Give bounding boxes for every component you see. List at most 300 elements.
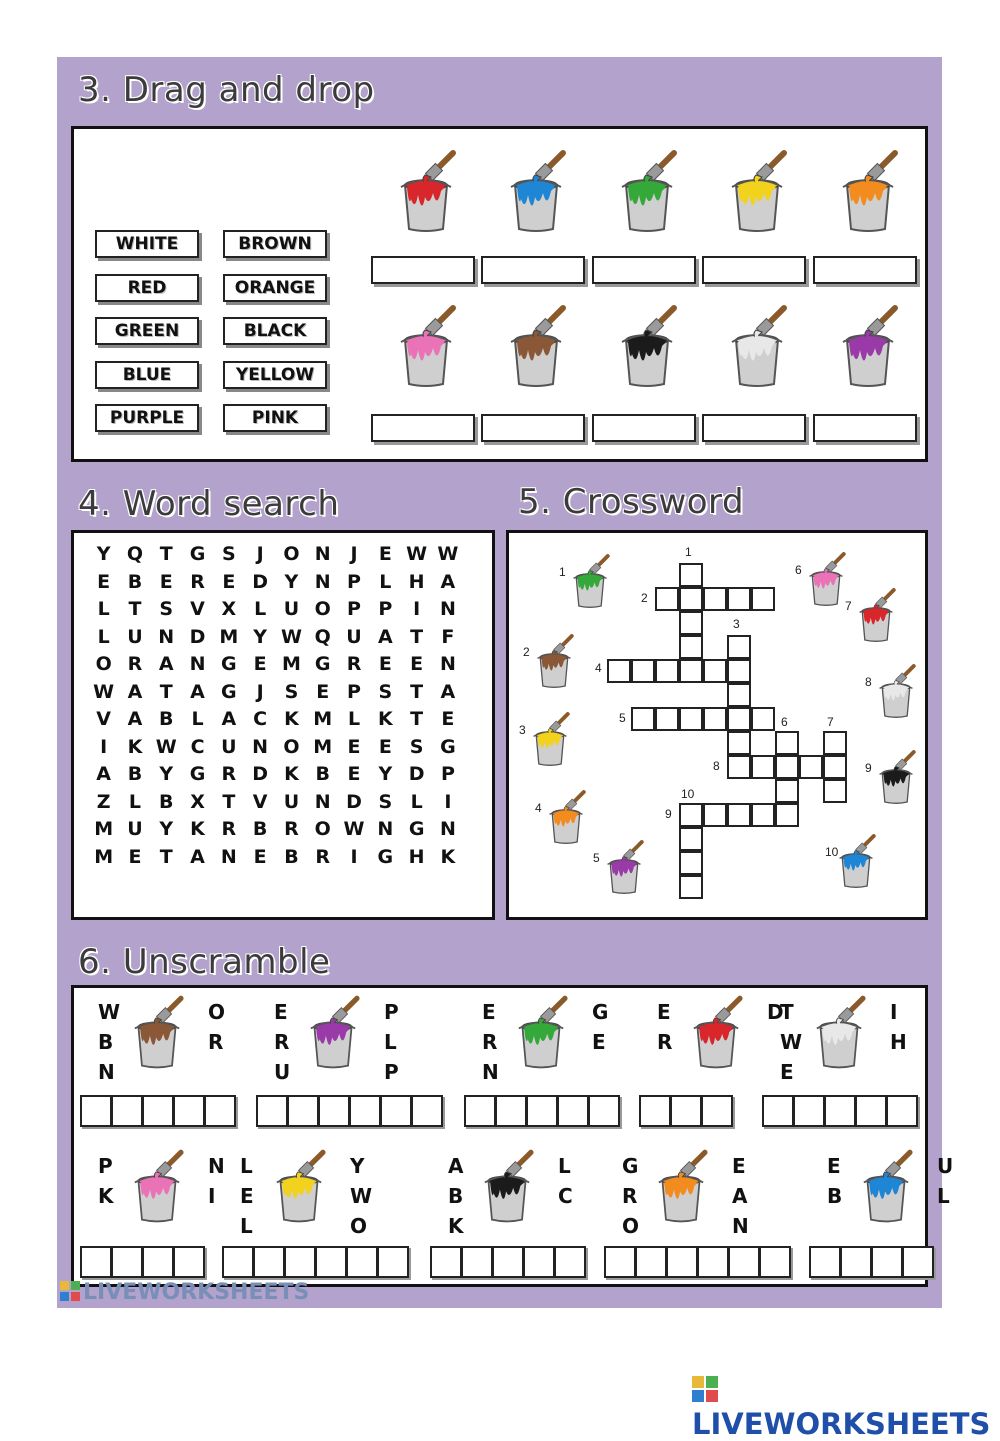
word-search-letter[interactable]: E (347, 735, 361, 758)
drop-target-box[interactable] (813, 256, 917, 284)
answer-letter-box[interactable] (523, 1246, 555, 1278)
word-search-letter[interactable]: M (313, 708, 333, 730)
crossword-cell[interactable] (679, 707, 703, 731)
word-search-letter[interactable]: T (159, 543, 173, 565)
word-search-letter[interactable]: A (127, 708, 143, 730)
crossword-cell[interactable] (775, 803, 799, 827)
word-search-letter[interactable]: T (159, 680, 173, 703)
word-search-letter[interactable]: U (221, 735, 237, 758)
answer-letter-box[interactable] (411, 1095, 443, 1127)
word-search-letter[interactable]: U (127, 818, 143, 840)
answer-letter-box[interactable] (173, 1246, 205, 1278)
word-search-letter[interactable]: N (189, 653, 206, 675)
word-search-letter[interactable]: P (347, 598, 361, 620)
clue-paint-bucket-icon (833, 833, 879, 889)
word-search-letter[interactable]: R (190, 570, 205, 593)
crossword-cell[interactable] (631, 659, 655, 683)
word-search-letter[interactable]: W (437, 543, 459, 565)
crossword-title: 5. Crossword (518, 482, 745, 522)
word-search-letter[interactable]: W (406, 543, 428, 565)
word-search-letter[interactable]: A (190, 680, 205, 703)
word-search-letter[interactable]: L (254, 598, 267, 620)
word-search-letter[interactable]: X (190, 790, 205, 813)
word-search-letter[interactable]: R (221, 818, 237, 840)
crossword-cell[interactable] (631, 707, 655, 731)
word-search-letter[interactable]: A (440, 570, 456, 593)
word-search-row (88, 543, 464, 565)
crossword-cell[interactable] (775, 731, 799, 755)
word-search-letter[interactable]: G (440, 735, 456, 758)
word-search-letter[interactable]: M (219, 625, 239, 648)
word-search-letter[interactable]: Y (159, 818, 174, 840)
word-search-letter[interactable]: T (410, 680, 424, 703)
crossword-cell[interactable] (751, 803, 775, 827)
unscramble-title: 6. Unscramble (78, 942, 331, 982)
word-search-letter[interactable]: I (100, 735, 108, 758)
word-search-letter[interactable]: R (284, 818, 299, 840)
word-search-letter[interactable]: D (408, 763, 425, 785)
answer-letter-box[interactable] (204, 1095, 236, 1127)
word-search-letter[interactable]: N (439, 653, 456, 675)
drop-target-box[interactable] (481, 256, 585, 284)
answer-letter-box[interactable] (639, 1095, 671, 1127)
word-search-letter[interactable]: M (313, 735, 333, 758)
word-search-letter[interactable]: A (158, 653, 174, 675)
word-search-letter[interactable]: P (378, 598, 393, 620)
answer-letter-box[interactable] (604, 1246, 636, 1278)
answer-letter-box[interactable] (287, 1095, 319, 1127)
word-search-letter[interactable]: I (444, 790, 452, 813)
word-search-letter[interactable]: S (378, 680, 393, 703)
word-search-letter[interactable]: N (220, 845, 237, 868)
crossword-cell[interactable] (679, 803, 703, 827)
crossword-cell[interactable] (679, 563, 703, 587)
drag-drop-title: 3. Drag and drop (78, 70, 375, 110)
crossword-cell[interactable] (751, 707, 775, 731)
crossword-number: 6 (781, 715, 788, 729)
word-search-letter[interactable]: E (378, 653, 392, 675)
clue-paint-bucket-icon (853, 587, 899, 643)
word-search-letter[interactable]: V (96, 708, 111, 730)
scrambled-letter: E (274, 1000, 288, 1024)
crossword-cell[interactable] (727, 707, 751, 731)
crossword-number: 3 (733, 617, 740, 631)
answer-letter-box[interactable] (701, 1095, 733, 1127)
word-search-letter[interactable]: I (413, 598, 421, 620)
word-search-letter[interactable]: P (440, 763, 455, 785)
word-search-letter[interactable]: A (440, 680, 456, 703)
crossword-cell[interactable] (679, 587, 703, 611)
crossword-panel (506, 530, 928, 920)
word-search-letter[interactable]: M (94, 845, 114, 868)
word-search-letter[interactable]: A (127, 680, 143, 703)
word-search-letter[interactable]: N (314, 570, 331, 593)
paint-bucket-icon (126, 994, 188, 1070)
clue-paint-bucket-icon (527, 711, 573, 767)
answer-letter-box[interactable] (902, 1246, 934, 1278)
word-search-letter[interactable]: G (221, 680, 237, 703)
word-tile[interactable]: YELLOW (223, 361, 327, 389)
crossword-cell[interactable] (703, 659, 727, 683)
scrambled-letter: N (482, 1060, 499, 1084)
clue-number: 7 (845, 599, 852, 613)
word-search-letter[interactable]: K (284, 708, 299, 730)
crossword-cell[interactable] (727, 587, 751, 611)
word-search-letter[interactable]: O (283, 543, 300, 565)
answer-letter-box[interactable] (318, 1095, 350, 1127)
answer-letter-box[interactable] (759, 1246, 791, 1278)
word-search-letter[interactable]: Y (159, 763, 174, 785)
word-search-letter[interactable]: S (378, 790, 393, 813)
word-search-letter[interactable]: E (253, 653, 267, 675)
word-search-letter[interactable]: E (378, 543, 392, 565)
answer-letter-box[interactable] (809, 1246, 841, 1278)
crossword-cell[interactable] (727, 683, 751, 707)
answer-letter-box[interactable] (855, 1095, 887, 1127)
word-search-letter[interactable]: N (314, 543, 331, 565)
word-search-letter[interactable]: W (343, 818, 365, 840)
answer-letter-box[interactable] (142, 1095, 174, 1127)
crossword-cell[interactable] (679, 659, 703, 683)
word-search-letter[interactable]: K (190, 818, 205, 840)
word-search-letter[interactable]: O (314, 818, 331, 840)
word-search-letter[interactable]: N (439, 598, 456, 620)
word-search-row (88, 598, 464, 620)
word-search-letter[interactable]: Z (96, 790, 111, 813)
word-search-letter[interactable]: M (94, 818, 114, 840)
word-search-letter[interactable]: X (221, 598, 237, 620)
clue-paint-bucket-icon (531, 633, 577, 689)
word-search-letter[interactable]: C (190, 735, 205, 758)
answer-letter-box[interactable] (886, 1095, 918, 1127)
word-search-letter[interactable]: B (252, 818, 268, 840)
crossword-cell[interactable] (703, 803, 727, 827)
word-search-letter[interactable]: G (408, 818, 425, 840)
crossword-cell[interactable] (751, 755, 775, 779)
answer-letter-box[interactable] (840, 1246, 872, 1278)
scrambled-letter: K (448, 1214, 464, 1238)
answer-letter-box[interactable] (793, 1095, 825, 1127)
answer-letter-box[interactable] (871, 1246, 903, 1278)
crossword-cell[interactable] (727, 803, 751, 827)
word-search-letter[interactable]: C (253, 708, 268, 730)
word-search-letter[interactable]: E (97, 570, 111, 593)
word-search-letter[interactable]: A (96, 763, 111, 785)
drop-target-box[interactable] (702, 414, 806, 442)
crossword-cell[interactable] (727, 635, 751, 659)
answer-letter-box[interactable] (762, 1095, 794, 1127)
word-search-letter[interactable]: Y (96, 543, 111, 565)
word-search-letter[interactable]: B (284, 845, 299, 868)
answer-letter-box[interactable] (430, 1246, 462, 1278)
word-search-letter[interactable]: K (377, 708, 393, 730)
word-search-letter[interactable]: L (410, 790, 423, 813)
word-search-letter[interactable]: T (159, 845, 173, 868)
scrambled-letter: A (732, 1184, 748, 1208)
crossword-cell[interactable] (679, 827, 703, 851)
word-search-letter[interactable]: B (127, 570, 143, 593)
scrambled-letter: H (890, 1030, 907, 1054)
word-search-letter[interactable]: U (283, 598, 300, 620)
scrambled-letter: N (208, 1154, 225, 1178)
word-search-letter[interactable]: T (410, 625, 424, 648)
word-search-letter[interactable]: E (316, 680, 330, 703)
answer-letter-box[interactable] (666, 1246, 698, 1278)
crossword-cell[interactable] (823, 731, 847, 755)
word-search-letter[interactable]: W (155, 735, 177, 758)
word-search-letter[interactable]: Q (126, 543, 144, 565)
word-search-row (88, 653, 464, 675)
word-search-letter[interactable]: E (441, 708, 455, 730)
word-search-letter[interactable]: W (93, 680, 115, 703)
paint-bucket-icon (685, 994, 747, 1070)
drop-target-box[interactable] (592, 414, 696, 442)
answer-letter-box[interactable] (728, 1246, 760, 1278)
crossword-number: 1 (685, 545, 692, 559)
word-search-letter[interactable]: E (128, 845, 142, 868)
word-search-letter[interactable]: S (159, 598, 174, 620)
word-search-letter[interactable]: A (377, 625, 393, 648)
word-search-letter[interactable]: Y (284, 570, 299, 593)
scrambled-letter: I (208, 1184, 216, 1208)
word-search-letter[interactable]: D (252, 570, 269, 593)
drop-target-box[interactable] (481, 414, 585, 442)
word-search-letter[interactable]: P (347, 570, 361, 593)
crossword-cell[interactable] (823, 755, 847, 779)
word-search-letter[interactable]: U (283, 790, 300, 813)
crossword-cell[interactable] (727, 659, 751, 683)
word-search-letter[interactable]: J (256, 543, 264, 565)
crossword-cell[interactable] (703, 587, 727, 611)
drop-target-box[interactable] (371, 414, 475, 442)
word-search-letter[interactable]: N (252, 735, 269, 758)
word-search-letter[interactable]: E (159, 570, 173, 593)
answer-letter-box[interactable] (80, 1095, 112, 1127)
footer-brand-logo[interactable] (692, 1373, 1000, 1441)
word-search-letter[interactable]: E (347, 763, 361, 785)
drop-target-box[interactable] (371, 256, 475, 284)
word-search-letter[interactable]: K (127, 735, 143, 758)
drop-target-box[interactable] (813, 414, 917, 442)
word-search-letter[interactable]: V (252, 790, 268, 813)
word-search-letter[interactable]: T (410, 708, 424, 730)
crossword-cell[interactable] (727, 731, 751, 755)
word-search-title: 4. Word search (78, 484, 340, 524)
answer-letter-box[interactable] (256, 1095, 288, 1127)
word-search-letter[interactable]: N (314, 790, 331, 813)
crossword-cell[interactable] (751, 587, 775, 611)
word-search-row (88, 708, 464, 730)
watermark-logo (60, 1280, 309, 1305)
scrambled-letter: W (350, 1184, 373, 1208)
word-search-letter[interactable]: F (441, 625, 455, 648)
word-search-letter[interactable]: T (128, 598, 142, 620)
word-search-letter[interactable]: R (346, 653, 362, 675)
scrambled-letter: N (732, 1214, 749, 1238)
word-search-letter[interactable]: N (439, 818, 456, 840)
word-search-letter[interactable]: Y (378, 763, 393, 785)
word-search-letter[interactable]: D (346, 790, 362, 813)
answer-letter-box[interactable] (697, 1246, 729, 1278)
word-search-letter[interactable]: B (315, 763, 330, 785)
word-search-letter[interactable]: B (159, 790, 174, 813)
answer-letter-box[interactable] (526, 1095, 558, 1127)
word-search-letter[interactable]: J (256, 680, 264, 703)
word-search-letter[interactable]: G (314, 653, 331, 675)
word-tile[interactable]: RED (95, 274, 199, 302)
word-tile[interactable]: GREEN (95, 317, 199, 345)
word-search-letter[interactable]: R (127, 653, 143, 675)
crossword-cell[interactable] (823, 779, 847, 803)
answer-letter-box[interactable] (346, 1246, 378, 1278)
word-search-letter[interactable]: E (410, 653, 424, 675)
word-search-letter[interactable]: A (190, 845, 205, 868)
word-search-letter[interactable]: V (190, 598, 205, 620)
word-search-letter[interactable]: R (315, 845, 331, 868)
crossword-cell[interactable] (655, 659, 679, 683)
word-tile[interactable]: PURPLE (95, 404, 199, 432)
word-search-letter[interactable]: B (159, 708, 174, 730)
answer-letter-box[interactable] (315, 1246, 347, 1278)
crossword-cell[interactable] (607, 659, 631, 683)
word-search-letter[interactable]: S (284, 680, 299, 703)
word-search-letter[interactable]: U (346, 625, 362, 648)
crossword-cell[interactable] (727, 755, 751, 779)
word-search-letter[interactable]: L (128, 790, 141, 813)
word-tile[interactable]: WHITE (95, 230, 199, 258)
crossword-cell[interactable] (655, 707, 679, 731)
answer-letter-box[interactable] (80, 1246, 112, 1278)
answer-letter-box[interactable] (588, 1095, 620, 1127)
word-search-letter[interactable]: L (191, 708, 204, 730)
word-search-letter[interactable]: G (377, 845, 394, 868)
crossword-cell[interactable] (679, 635, 703, 659)
drop-target-box[interactable] (702, 256, 806, 284)
word-search-letter[interactable]: M (281, 653, 301, 675)
scrambled-letter: R (657, 1030, 673, 1054)
crossword-cell[interactable] (703, 707, 727, 731)
word-search-letter[interactable]: E (253, 845, 267, 868)
answer-letter-box[interactable] (173, 1095, 205, 1127)
word-search-letter[interactable]: I (350, 845, 358, 868)
paint-bucket-icon (126, 1148, 188, 1224)
answer-letter-box[interactable] (554, 1246, 586, 1278)
answer-letter-box[interactable] (349, 1095, 381, 1127)
word-search-letter[interactable]: N (158, 625, 175, 648)
scrambled-letter: R (274, 1030, 290, 1054)
word-search-letter[interactable]: W (280, 625, 302, 648)
answer-letter-box[interactable] (557, 1095, 589, 1127)
word-search-letter[interactable]: E (378, 735, 392, 758)
word-search-letter[interactable]: R (221, 763, 237, 785)
scrambled-letter: L (240, 1214, 253, 1238)
word-search-letter[interactable]: G (189, 763, 206, 785)
answer-letter-box[interactable] (824, 1095, 856, 1127)
word-tile[interactable]: BROWN (223, 230, 327, 258)
scrambled-letter: E (240, 1184, 254, 1208)
answer-letter-box[interactable] (142, 1246, 174, 1278)
word-tile[interactable]: ORANGE (223, 274, 327, 302)
scrambled-letter: P (384, 1000, 399, 1024)
word-search-letter[interactable]: G (221, 653, 237, 675)
paint-bucket-icon (833, 149, 903, 233)
answer-letter-box[interactable] (635, 1246, 667, 1278)
word-search-letter[interactable]: G (189, 543, 206, 565)
word-search-letter[interactable]: B (127, 763, 143, 785)
drop-target-box[interactable] (592, 256, 696, 284)
crossword-cell[interactable] (679, 851, 703, 875)
word-search-letter[interactable]: L (347, 708, 361, 730)
word-search-letter[interactable]: N (377, 818, 394, 840)
answer-letter-box[interactable] (380, 1095, 412, 1127)
word-search-letter[interactable]: O (283, 735, 300, 758)
word-search-letter[interactable]: K (440, 845, 456, 868)
word-search-letter[interactable]: O (314, 598, 331, 620)
word-search-letter[interactable]: L (97, 598, 110, 620)
answer-letter-box[interactable] (377, 1246, 409, 1278)
crossword-cell[interactable] (775, 779, 799, 803)
word-search-letter[interactable]: D (189, 625, 206, 648)
word-search-letter[interactable]: J (350, 543, 358, 565)
word-search-letter[interactable]: Y (253, 625, 268, 648)
paint-bucket-icon (855, 1148, 917, 1224)
answer-letter-box[interactable] (284, 1246, 316, 1278)
word-search-letter[interactable]: U (127, 625, 143, 648)
answer-letter-box[interactable] (464, 1095, 496, 1127)
word-search-letter[interactable]: S (221, 543, 236, 565)
answer-letter-box[interactable] (222, 1246, 254, 1278)
word-search-letter[interactable]: D (252, 763, 269, 785)
answer-letter-box[interactable] (670, 1095, 702, 1127)
word-search-letter[interactable]: A (221, 708, 237, 730)
word-search-letter[interactable]: S (409, 735, 424, 758)
word-search-letter[interactable]: K (284, 763, 299, 785)
word-search-letter[interactable]: H (408, 570, 425, 593)
answer-letter-box[interactable] (495, 1095, 527, 1127)
answer-letter-box[interactable] (492, 1246, 524, 1278)
clue-number: 4 (535, 801, 542, 815)
word-search-letter[interactable]: E (222, 570, 236, 593)
word-tile[interactable]: BLUE (95, 361, 199, 389)
crossword-cell[interactable] (679, 611, 703, 635)
word-tile[interactable]: PINK (223, 404, 327, 432)
crossword-number: 10 (681, 787, 695, 801)
scrambled-letter: L (937, 1184, 950, 1208)
word-search-letter[interactable]: H (408, 845, 425, 868)
scrambled-letter: P (384, 1060, 399, 1084)
clue-paint-bucket-icon (567, 553, 613, 609)
word-search-letter[interactable]: L (379, 570, 392, 593)
word-search-letter[interactable]: O (95, 653, 112, 675)
paint-bucket-icon (501, 304, 571, 388)
word-search-letter[interactable]: P (347, 680, 361, 703)
answer-letter-box[interactable] (111, 1095, 143, 1127)
answer-letter-box[interactable] (253, 1246, 285, 1278)
word-tile[interactable]: BLACK (223, 317, 327, 345)
crossword-cell[interactable] (655, 587, 679, 611)
word-search-letter[interactable]: T (222, 790, 236, 813)
crossword-cell[interactable] (775, 755, 799, 779)
word-search-letter[interactable]: Q (314, 625, 331, 648)
answer-letter-box[interactable] (111, 1246, 143, 1278)
crossword-cell[interactable] (679, 875, 703, 899)
crossword-cell[interactable] (799, 755, 823, 779)
paint-bucket-icon (302, 994, 364, 1070)
scrambled-letter: Y (350, 1154, 365, 1178)
word-search-letter[interactable]: L (97, 625, 110, 648)
scrambled-letter: I (890, 1000, 898, 1024)
answer-letter-box[interactable] (461, 1246, 493, 1278)
